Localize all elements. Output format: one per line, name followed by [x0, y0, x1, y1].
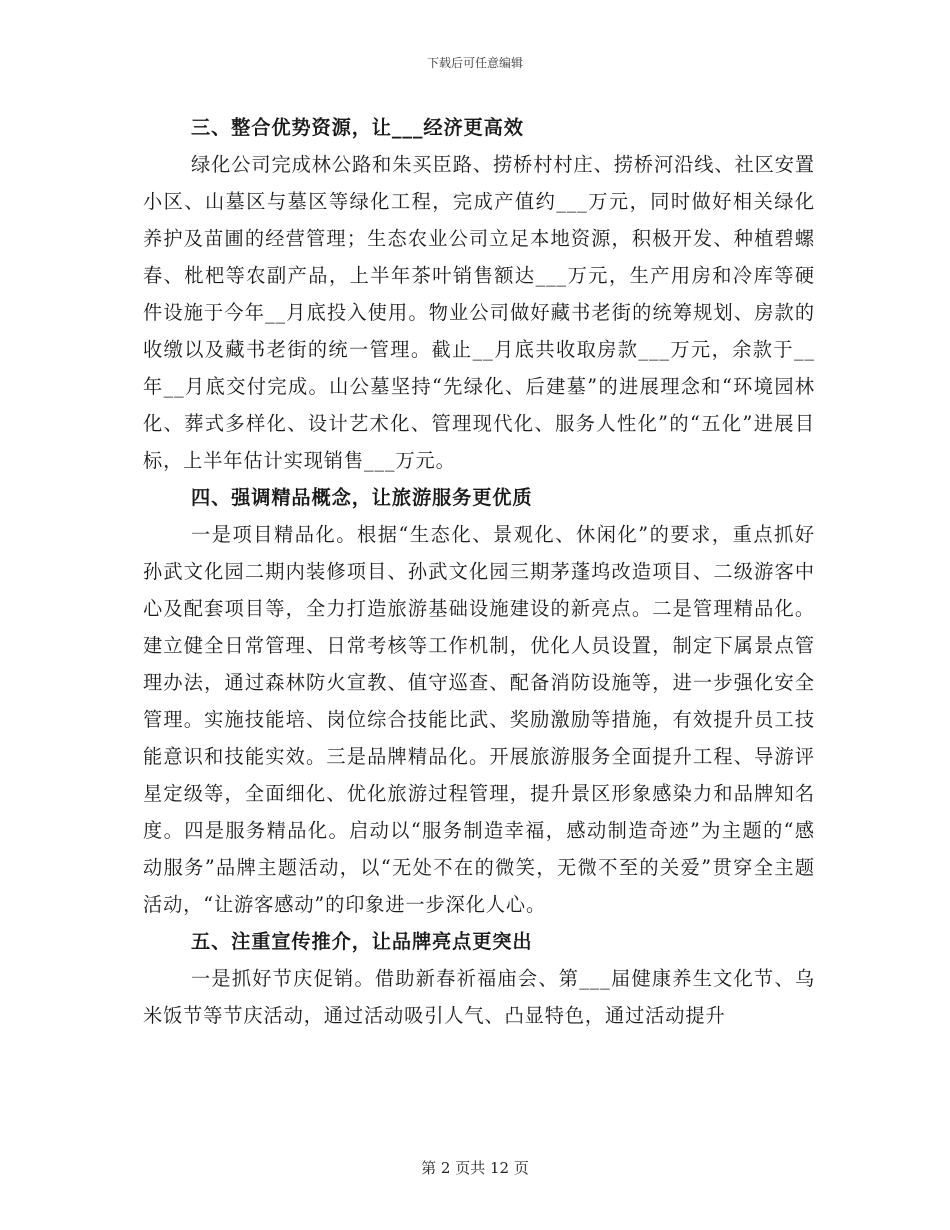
page-header: 下载后可任意编辑 [426, 56, 523, 70]
section-heading: 三、整合优势资源，让___经济更高效 [191, 116, 524, 139]
document-body [143, 109, 815, 1034]
paragraph: 绿化公司完成林公路和朱买臣路、捞桥村村庄、捞桥河沿线、社区安置小区、山墓区与墓区等绿化工程，完成产值约___万元，同时做好相关绿化养护及苗圃的经营管理；生态农业公司立足本地资源，积极开发、种植碧螺春、枇杷等农副产品，上半年茶叶销售额达___万元，生产用房和冷库等硬件设施于今年__月底投入使用。物业公司做好藏书老街的统筹规划、房款的收缴以及藏书老街的统一管理。截止__月底共收取房款___万元，余款于__年__月底交付完成。山公墓坚持“先绿化、后建墓”的进展理念和“环境园林化、葬式多样化、设计艺术化、管理现代化、服务人性化”的“五化”进展目标，上半年估计实现销售___万元。 [143, 153, 815, 472]
paragraph: 一是抓好节庆促销。借助新春祈福庙会、第___届健康养生文化节、乌米饭节等节庆活动，通过活动吸引人气、凸显特色，通过活动提升 [143, 967, 815, 1027]
section-heading: 五、注重宣传推介，让品牌亮点更突出 [191, 930, 533, 953]
paragraph: 一是项目精品化。根据“生态化、景观化、休闲化”的要求，重点抓好孙武文化园二期内装修项目、孙武文化园三期茅蓬坞改造项目、二级游客中心及配套项目等，全力打造旅游基础设施建设的新亮点。二是管理精品化。建立健全日常管理、日常考核等工作机制，优化人员设置，制定下属景点管理办法，通过森林防火宣教、值守巡查、配备消防设施等，进一步强化安全管理。实施技能培、岗位综合技能比武、奖励激励等措施，有效提升员工技能意识和技能实效。三是品牌精品化。开展旅游服务全面提升工程、导游评星定级等，全面细化、优化旅游过程管理，提升景区形象感染力和品牌知名度。四是服务精品化。启动以“服务制造幸福，感动制造奇迹”为主题的“感动服务”品牌主题活动，以“无处不在的微笑，无微不至的关爱”贯穿全主题活动，“让游客感动”的印象进一步深化人心。 [143, 523, 815, 916]
page-footer: 第 2 页共 12 页 [421, 1159, 529, 1177]
section-heading: 四、强调精品概念，让旅游服务更优质 [191, 486, 533, 509]
